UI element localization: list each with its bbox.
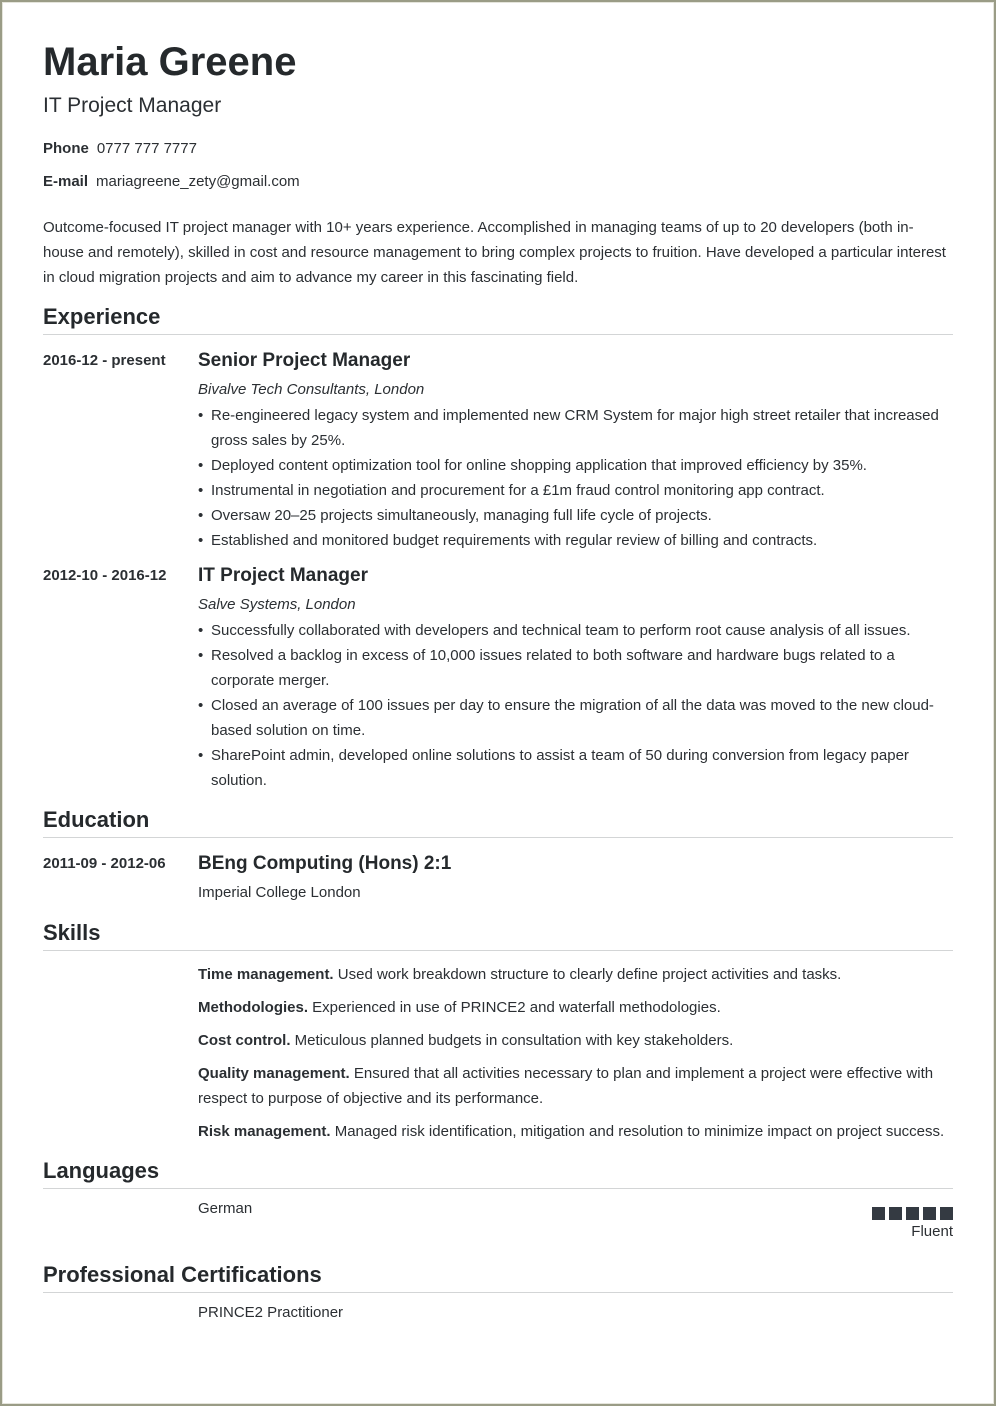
education-dates: 2011-09 - 2012-06 (43, 855, 166, 872)
phone-label: Phone (43, 140, 89, 157)
certification-item: PRINCE2 Practitioner (198, 1304, 344, 1321)
candidate-name: Maria Greene (43, 40, 297, 84)
skill-desc: Experienced in use of PRINCE2 and waterfall methodologies. (312, 999, 721, 1016)
languages-heading: Languages (43, 1158, 953, 1189)
experience-heading: Experience (43, 304, 953, 335)
list-item: • Deployed content optimization tool for online shopping application that improved efficiency by 35%. (198, 453, 953, 478)
skill-item (198, 1028, 953, 1053)
list-item: • Oversaw 20–25 projects simultaneously, managing full life cycle of projects. (198, 503, 953, 528)
list-item: • Established and monitored budget requirements with regular review of billing and contracts. (198, 528, 953, 553)
skill-item (198, 1061, 953, 1111)
email-label: E-mail (43, 173, 89, 190)
job-2-bullets (198, 618, 953, 793)
language-rating (872, 1207, 953, 1220)
skills-heading: Skills (43, 920, 953, 951)
skill-item (198, 962, 953, 987)
language-name: German (198, 1200, 253, 1217)
list-item: • Successfully collaborated with developers and technical team to perform root cause analysis of all issues. (198, 618, 953, 643)
list-item: • Closed an average of 100 issues per day to ensure the migration of all the data was moved to the new cloud-based solution on time. (198, 693, 953, 743)
list-item: • SharePoint admin, developed online solutions to assist a team of 50 during conversion from legacy paper solution. (198, 743, 953, 793)
rating-square-icon (923, 1207, 936, 1220)
skill-name: Methodologies. (198, 999, 308, 1016)
phone-value: 0777 777 7777 (96, 140, 197, 157)
job-2-title: IT Project Manager (198, 565, 368, 586)
skill-name: Cost control. (198, 1032, 291, 1049)
email-value[interactable]: mariagreene_zety@gmail.com (96, 173, 300, 190)
rating-square-icon (940, 1207, 953, 1220)
list-item: • Resolved a backlog in excess of 10,000 issues related to both software and hardware bugs related to a corporate merger. (198, 643, 953, 693)
skill-desc: Managed risk identification, mitigation and resolution to minimize impact on project success. (334, 1123, 945, 1140)
skill-name: Quality management. (198, 1065, 350, 1082)
job-1-bullets (198, 403, 953, 553)
list-item: • Instrumental in negotiation and procurement for a £1m fraud control monitoring app contract. (198, 478, 953, 503)
phone-row (43, 140, 197, 157)
skill-item (198, 1119, 953, 1144)
job-1-company: Bivalve Tech Consultants, London (198, 381, 425, 398)
list-item: • Re-engineered legacy system and implemented new CRM System for major high street retailer that increased gross sales by 25%. (198, 403, 953, 453)
education-heading: Education (43, 807, 953, 838)
skill-desc: Ensured that all activities necessary to plan and implement a project were effective with respect to purpose of objective and its performance. (198, 1065, 934, 1107)
job-1-title: Senior Project Manager (198, 350, 411, 371)
skill-name: Risk management. (198, 1123, 331, 1140)
job-2-dates: 2012-10 - 2016-12 (43, 567, 167, 584)
job-2-company: Salve Systems, London (198, 596, 356, 613)
email-row (43, 173, 300, 190)
skill-item (198, 995, 953, 1020)
skill-desc: Used work breakdown structure to clearly define project activities and tasks. (337, 966, 842, 983)
rating-square-icon (889, 1207, 902, 1220)
candidate-title: IT Project Manager (43, 94, 222, 117)
rating-square-icon (906, 1207, 919, 1220)
skill-desc: Meticulous planned budgets in consultation with key stakeholders. (294, 1032, 734, 1049)
education-degree: BEng Computing (Hons) 2:1 (198, 853, 452, 874)
summary-text: Outcome-focused IT project manager with 10+ years experience. Accomplished in managing teams of up to 20 developers (both in-house and remotely), skilled in cost and resource management to bring complex projects to fruition. Have developed a particular interest in cloud migration projects and aim to advance my career in this fascinating field. (43, 219, 946, 286)
education-school: Imperial College London (198, 884, 361, 901)
skill-name: Time management. (198, 966, 334, 983)
rating-square-icon (872, 1207, 885, 1220)
job-1-dates: 2016-12 - present (43, 352, 166, 369)
language-level: Fluent (911, 1223, 953, 1240)
certifications-heading: Professional Certifications (43, 1262, 953, 1293)
